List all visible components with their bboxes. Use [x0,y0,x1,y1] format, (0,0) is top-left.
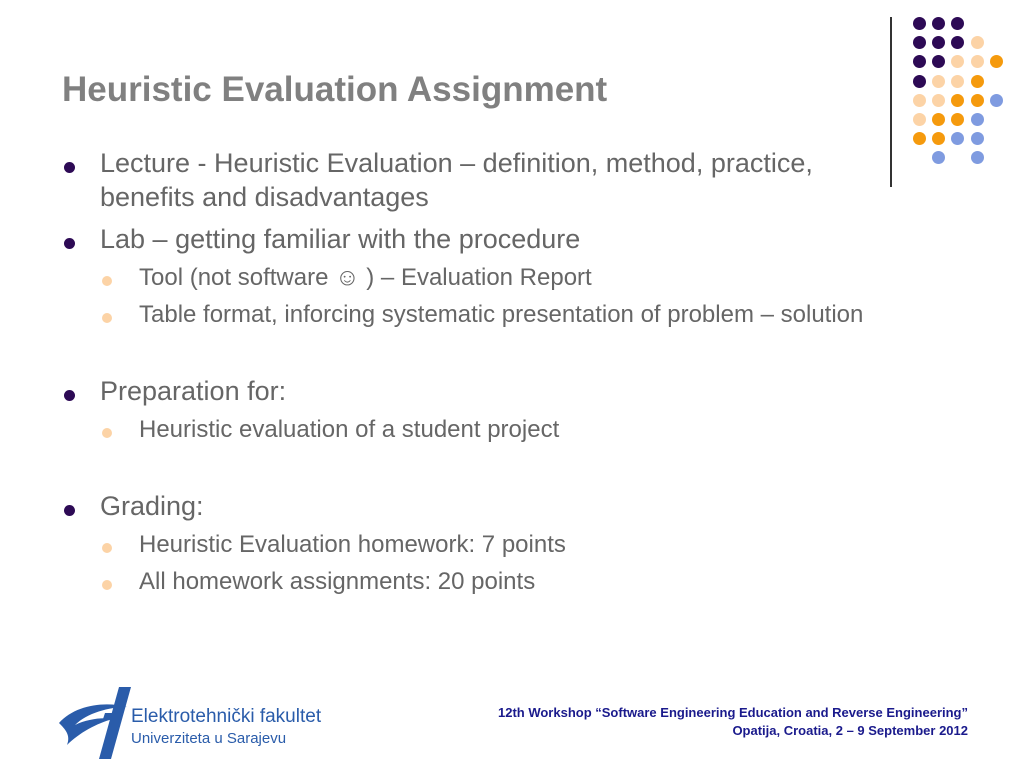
dot-orange [971,75,984,88]
bullet-grading [62,489,882,523]
footer-line-location-date: Opatija, Croatia, 2 – 9 September 2012 [732,723,968,738]
dot-purple [913,36,926,49]
dot-orange [932,132,945,145]
footer-workshop-info [498,704,968,740]
dot-purple [913,17,926,30]
sub-bullet-marker [102,428,112,438]
dot-purple [932,17,945,30]
dot-purple [951,36,964,49]
bullet-lab [62,222,882,256]
dot-peach [971,36,984,49]
dot-purple [932,55,945,68]
sub-bullet-text: Tool (not software ☺ ) – Evaluation Report [139,264,592,291]
sub-bullet-marker [102,580,112,590]
dot-blue [932,151,945,164]
bullet-marker [64,505,75,516]
dot-orange [951,94,964,107]
dot-blue [990,94,1003,107]
logo-text-university: Univerziteta u Sarajevu [131,730,287,747]
dot-purple [932,36,945,49]
dot-orange [990,55,1003,68]
dot-orange [913,132,926,145]
dot-orange [971,94,984,107]
dot-purple [913,55,926,68]
sub-bullet-table-format [62,299,882,330]
bullet-text: Grading: [100,491,204,521]
bullet-marker [64,238,75,249]
dot-peach [932,94,945,107]
bullet-text: Preparation for: [100,376,287,406]
bullet-marker [64,390,75,401]
dot-peach [971,55,984,68]
bullet-marker [64,162,75,173]
sub-bullet-text: Heuristic evaluation of a student project [139,416,560,443]
sub-bullet-text: Heuristic Evaluation homework: 7 points [139,531,566,558]
dot-peach [951,75,964,88]
dot-peach [951,55,964,68]
sub-bullet-homework-points [62,529,882,560]
bullet-text: Lab – getting familiar with the procedure [100,224,581,254]
bullet-preparation [62,374,882,408]
logo-text-faculty: Elektrotehnički fakultet [131,706,322,727]
sub-bullet-text: Table format, inforcing systematic presentation of problem – solution [139,301,864,328]
dot-peach [932,75,945,88]
divider-line [890,17,892,187]
footer-line-workshop: 12th Workshop “Software Engineering Education and Reverse Engineering” [497,705,968,720]
dot-orange [932,113,945,126]
slide-title: Heuristic Evaluation Assignment [62,70,608,109]
dot-peach [913,94,926,107]
sub-bullet-marker [102,276,112,286]
dot-peach [913,113,926,126]
sub-bullet-text: All homework assignments: 20 points [139,568,536,595]
sub-bullet-marker [102,313,112,323]
sub-bullet-marker [102,543,112,553]
bullet-lecture [62,146,882,214]
sub-bullet-tool [62,262,882,293]
slide-body [62,146,882,597]
dot-blue [971,132,984,145]
bullet-text: Lecture - Heuristic Evaluation – definition, method, practice, benefits and disadvantages [100,148,813,212]
dot-purple [913,75,926,88]
dot-blue [971,113,984,126]
dot-orange [951,113,964,126]
dot-purple [951,17,964,30]
dot-blue [951,132,964,145]
dot-blue [971,151,984,164]
sub-bullet-all-homework [62,566,882,597]
sub-bullet-heuristic-project [62,414,882,445]
